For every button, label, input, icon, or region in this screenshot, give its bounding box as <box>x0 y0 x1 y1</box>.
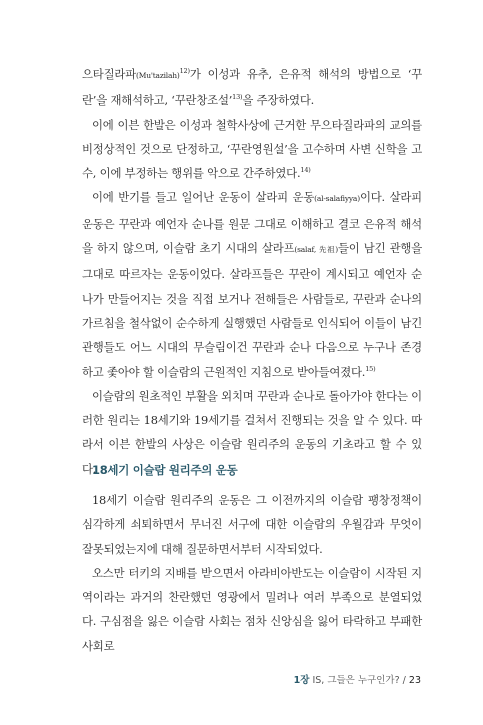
text-run: 이슬람의 원초적인 부활을 외치며 꾸란과 순나로 돌아가야 한다는 이러한 원리는 18세기와 19세기를 걸쳐서 진행되는 것을 알 수 있다. 따라서 이븐 한발의 사상은 이슬람 원리주의 운동의 기초라고 할 수 있다. <box>82 388 422 476</box>
footnote-marker: 13) <box>232 93 243 102</box>
footer-title: IS, 그들은 누구인가? <box>312 675 400 686</box>
text-run: 18세기 이슬람 원리주의 운동은 그 이전까지의 이슬람 팽창정책이 심각하게 쇠퇴하면서 무너진 서구에 대한 이슬람의 우월감과 무엇이 잘못되었는지에 대해 질문하면서부터 시작되었다. <box>82 493 422 556</box>
body-text-top <box>82 62 422 481</box>
paragraph <box>82 62 422 113</box>
footnote-marker: 12) <box>179 67 190 75</box>
inline-gloss: (al-salafiyya) <box>314 194 360 204</box>
paragraph <box>82 113 422 186</box>
paragraph <box>82 488 422 561</box>
paragraph <box>82 561 422 658</box>
inline-gloss: (salaf, 先祖) <box>294 245 338 255</box>
text-run: 이에 반기를 들고 일어난 운동이 살라피 운동 <box>92 190 315 205</box>
section-heading: 18세기 이슬람 원리주의 운동 <box>92 463 238 477</box>
footnote-marker: 15) <box>365 364 376 373</box>
text-run: 이다. 살라피 운동은 꾸란과 예언자 순나를 원문 그대로 이해하고 결코 은유적 해석을 하지 않으며, 이슬람 초기 시대의 살라프 <box>82 190 422 256</box>
footer-chapter: 1장 <box>293 675 310 686</box>
text-run: 들이 남긴 관행을 그대로 따르자는 운동이었다. 살라프들은 꾸란이 계시되고 예언자 순나가 만들어지는 것을 직접 보거나 전해들은 사람들로, 꾸란과 순나의 가르침을 철삭없이 순수하게 실행했던 사람들로 인식되어 이들이 남긴 관행들도 어느 시대의 무슬림이건 꾸란과 순나 다음으로 누구나 존경하고 좇아야 할 이슬람의 근원적인 지침으로 받아들여졌다. <box>82 241 423 379</box>
text-run: 가 이성과 유추, 은유적 해석의 방법으로 ‘꾸란’을 재해석하고, ‘꾸란창조설’ <box>82 67 422 108</box>
paragraph <box>82 185 422 383</box>
text-run: 오스만 터키의 지배를 받으면서 아라비아반도는 이슬람이 시작된 지역이라는 과거의 찬란했던 영광에서 밀려나 여러 부족으로 분열되었다. 구심점을 잃은 이슬람 사회는 점차 신앙심을 잃어 타락하고 부패한 사회로 <box>82 565 422 653</box>
page-footer <box>294 672 421 686</box>
text-run: 을 주장하였다. <box>242 93 315 108</box>
text-run: 이에 이븐 한발은 이성과 철학사상에 근거한 무으타질라파의 교의를 비정상적인 것으로 단정하고, ‘꾸란영원설’을 고수하며 사변 신학을 고수, 이에 부정하는 행위를 악으로 간주하였다. <box>82 117 422 181</box>
footnote-marker: 14) <box>300 166 311 175</box>
inline-gloss: (Mu'tazilah) <box>136 71 180 80</box>
footer-separator: / <box>402 675 406 686</box>
text-run: 으타질라파 <box>82 67 137 81</box>
body-text-bottom <box>82 488 422 658</box>
page-number: 23 <box>408 675 421 686</box>
